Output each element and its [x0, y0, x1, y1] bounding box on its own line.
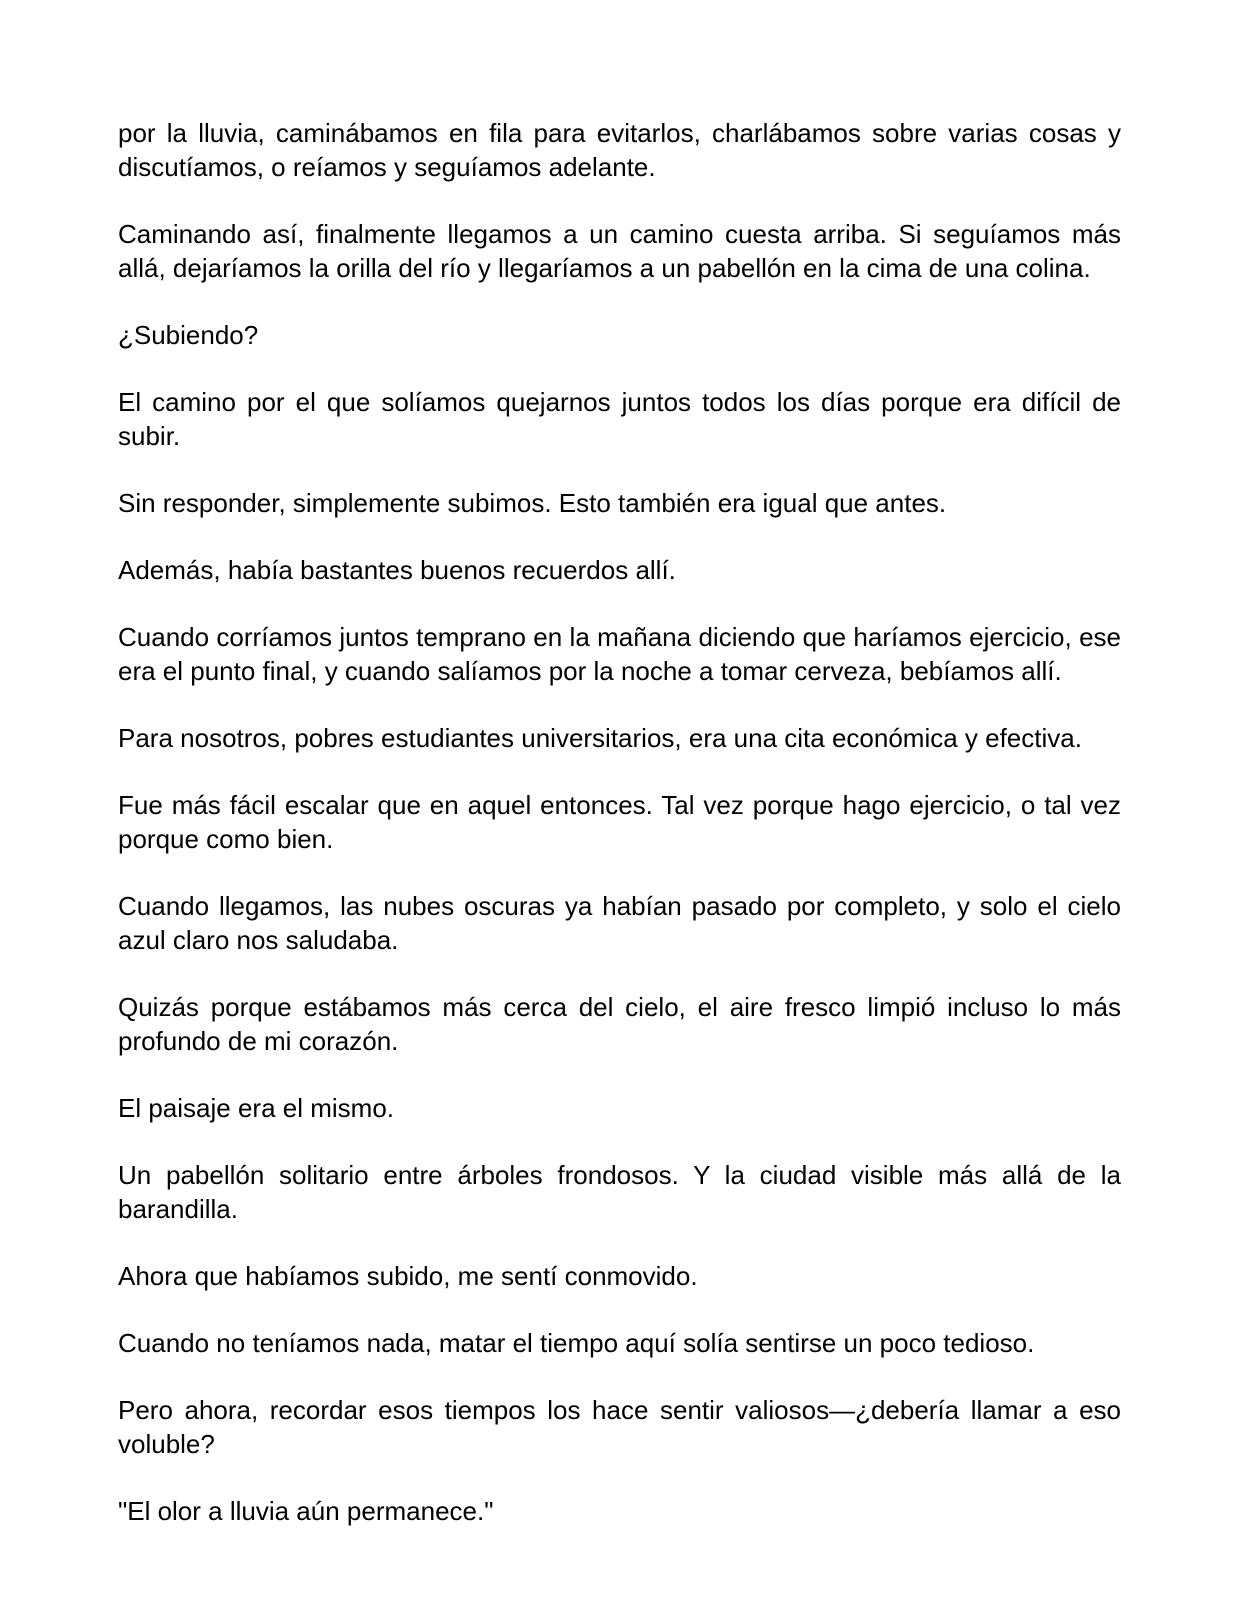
paragraph-14: Ahora que habíamos subido, me sentí conmovido. [118, 1261, 698, 1291]
paragraph-17: "El olor a lluvia aún permanece." [118, 1496, 494, 1526]
paragraph-12: El paisaje era el mismo. [118, 1093, 394, 1123]
paragraph-6: Además, había bastantes buenos recuerdos allí. [118, 555, 676, 585]
paragraph-8: Para nosotros, pobres estudiantes universitarios, era una cita económica y efectiva. [118, 723, 1082, 753]
paragraph-9: Fue más fácil escalar que en aquel entonces. Tal vez porque hago ejercicio, o tal vez porque como bien. [118, 790, 1121, 854]
paragraph-3: ¿Subiendo? [118, 320, 259, 350]
paragraph-11: Quizás porque estábamos más cerca del cielo, el aire fresco limpió incluso lo más profundo de mi corazón. [118, 992, 1121, 1056]
paragraph-7: Cuando corríamos juntos temprano en la mañana diciendo que haríamos ejercicio, ese era el punto final, y cuando salíamos por la noche a tomar cerveza, bebíamos allí. [118, 622, 1121, 686]
paragraph-16: Pero ahora, recordar esos tiempos los hace sentir valiosos—¿debería llamar a eso voluble? [118, 1395, 1121, 1459]
paragraph-13: Un pabellón solitario entre árboles frondosos. Y la ciudad visible más allá de la barandilla. [118, 1160, 1121, 1224]
paragraph-5: Sin responder, simplemente subimos. Esto también era igual que antes. [118, 488, 947, 518]
document-body [118, 116, 1121, 1561]
paragraph-4: El camino por el que solíamos quejarnos juntos todos los días porque era difícil de subir. [118, 387, 1121, 451]
paragraph-15: Cuando no teníamos nada, matar el tiempo aquí solía sentirse un poco tedioso. [118, 1328, 1035, 1358]
paragraph-2: Caminando así, finalmente llegamos a un camino cuesta arriba. Si seguíamos más allá, dejaríamos la orilla del río y llegaríamos a un pabellón en la cima de una colina. [118, 219, 1121, 283]
paragraph-1: por la lluvia, caminábamos en fila para evitarlos, charlábamos sobre varias cosas y discutíamos, o reíamos y seguíamos adelante. [118, 118, 1121, 182]
paragraph-10: Cuando llegamos, las nubes oscuras ya habían pasado por completo, y solo el cielo azul claro nos saludaba. [118, 891, 1121, 955]
